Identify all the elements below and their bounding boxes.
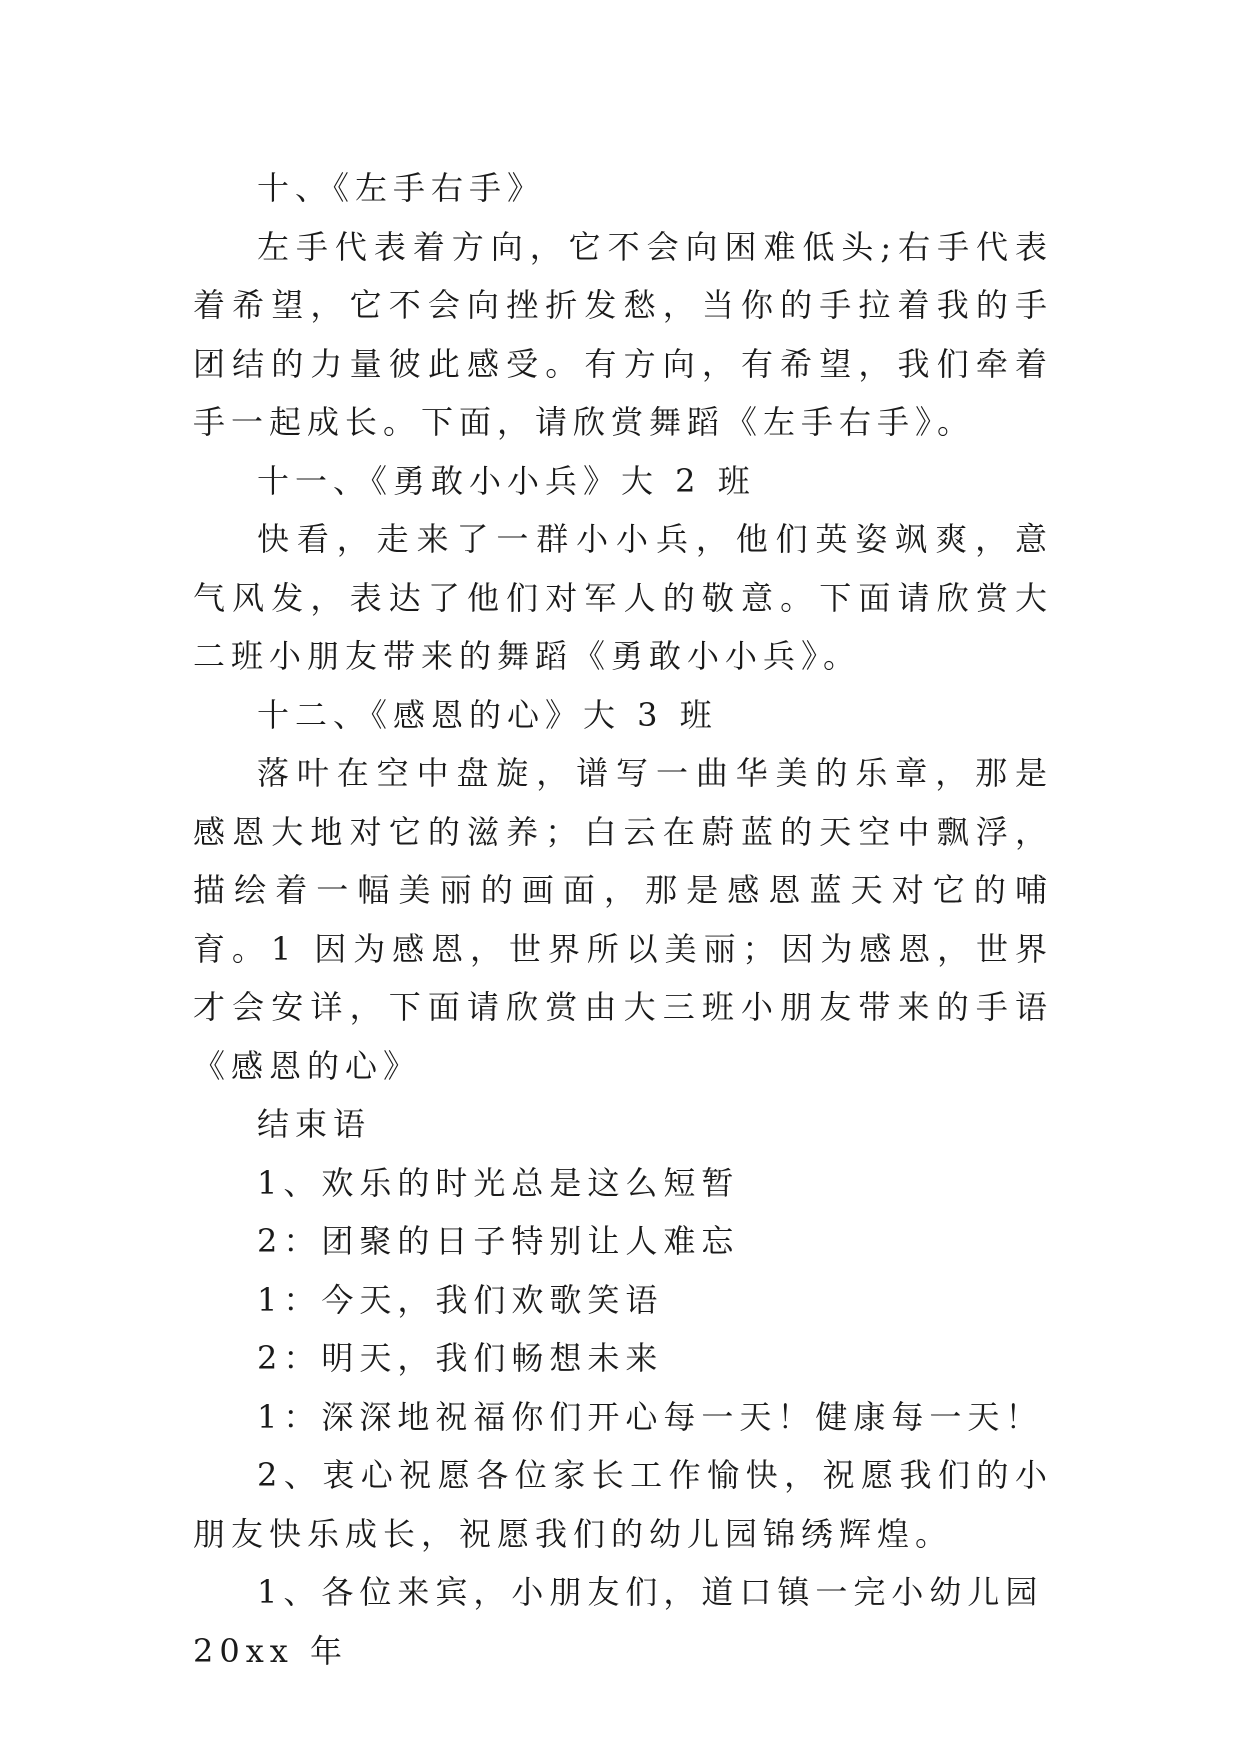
section-heading-11: 十一、《勇敢小小兵》大 2 班	[257, 461, 756, 500]
section-heading-10: 十、《左手右手》	[257, 169, 546, 207]
closing-line-5: 1：深深地祝福你们开心每一天！健康每一天！	[257, 1397, 1044, 1436]
paragraph-left-right-hands: 左手代表着方向，它不会向困难低头;右手代表着希望，它不会向挫折发愁，当你的手拉着我的手团结的力量彼此感受。有方向，有希望，我们牵着手一起成长。下面，请欣赏舞蹈《左手右手》。	[193, 227, 1053, 441]
document-body	[193, 159, 1053, 1680]
closing-line-6: 2、衷心祝愿各位家长工作愉快，祝愿我们的小朋友快乐成长，祝愿我们的幼儿园锦绣辉煌。	[193, 1456, 1053, 1553]
closing-line-7: 1、各位来宾，小朋友们，道口镇一完小幼儿园 20xx 年	[193, 1573, 1044, 1670]
closing-line-3: 1：今天，我们欢歌笑语	[257, 1280, 664, 1319]
closing-line-1: 1、欢乐的时光总是这么短暂	[257, 1163, 740, 1202]
paragraph-brave-soldiers: 快看，走来了一群小小兵，他们英姿飒爽，意气风发，表达了他们对军人的敬意。下面请欣赏大二班小朋友带来的舞蹈《勇敢小小兵》。	[193, 520, 1053, 675]
closing-line-4: 2：明天，我们畅想未来	[257, 1339, 664, 1377]
closing-heading: 结束语	[257, 1105, 372, 1143]
closing-line-2: 2：团聚的日子特别让人难忘	[257, 1222, 740, 1260]
section-heading-12: 十二、《感恩的心》大 3 班	[257, 695, 718, 734]
paragraph-grateful-heart: 落叶在空中盘旋，谱写一曲华美的乐章，那是感恩大地对它的滋养；白云在蔚蓝的天空中飘浮，描绘着一幅美丽的画面，那是感恩蓝天对它的哺育。1 因为感恩，世界所以美丽；因为感恩，世界才会安详，下面请欣赏由大三班小朋友带来的手语《感恩的心》	[193, 754, 1053, 1085]
